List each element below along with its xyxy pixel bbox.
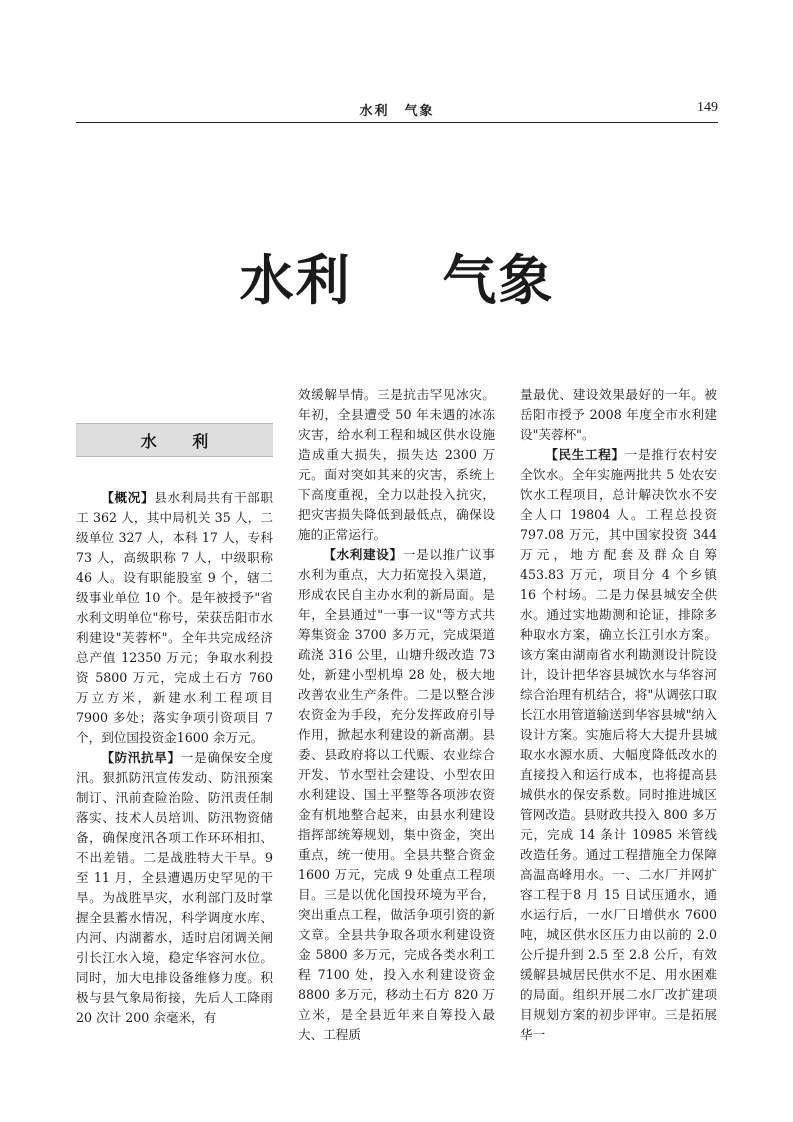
paragraph-heading: 【概况】 (101, 490, 155, 505)
paragraph-text: 一是以推广议事水利为重点，大力拓宽投入渠道，形成农民自主办水利的新局面。是年，全县通过"一事一议"等方式共筹集资金 3700 多万元，完成渠道疏浇 316 公里，山塘升级改造 73 处，新建小型机埠 28 处，极大地改善农业生产条件。二是以整合涉农资金为手段，充分发挥政府引导作用，掀起水利建设的新高潮。县委、县政府将以工代赈、农业综合开发、节水型社会建设、小型农田水利建设、国土平整等各项涉农资金有机地整合起来，由县水利建设指挥部统筹规划，集中资金，突出重点，统一使用。全县共整合资金 1600 万元，完成 9 处重点工程项目。三是以优化国投环境为平台，突出重点工程，做活争项引资的新文章。全县共争取各项水利建设资金 5800 多万元，完成各类水利工程 7100 处，投入水利建设资金 8800 多万元，移动土石方 820 万立米，是全县近年来自筹投入最大、工程质 (298, 547, 496, 1042)
paragraph-text: 效缓解旱情。三是抗击罕见冰灾。年初，全县遭受 50 年未遇的冰冻灾害，给水利工程和城区供水设施造成重大损失，损失达 2300 万元。面对突如其来的灾害，系统上下高度重视，全力以赴投入抗灾，把灾害损失降低到最低点，确保设施的正常运行。 (298, 387, 495, 542)
paragraph-text: 县水利局共有干部职工 362 人，其中局机关 35 人，二级单位 327 人，本科 17 人，专科 73 人，高级职称 7 人，中级职称 46 人。设有职能股室 9 个，辖二级事业单位 10 个。是年被授予"省水利文明单位"称号，荣获岳阳市水利建设"芙蓉杯"。全年共完成经济总产值 12350 万元；争取水利投资 5800 万元，完成土石方 760 万立方米，新建水利工程项目 7900 多处；落实争项引资项目 7 个，到位国投资金1600 余万元。 (76, 490, 274, 745)
text-column-1 (76, 488, 273, 1028)
paragraph-text: 一是确保安全度汛。狠抓防汛宣传发动、防汛预案制订、汛前查险治险、防汛责任制落实、技术人员培训、防汛物资储备，确保度汛各项工作环环相扣、不出差错。二是战胜特大干旱。9 至 11 月，全县遭遇历史罕见的干旱。为战胜旱灾，水利部门及时掌握全县蓄水情况，科学调度水库、内河、内湖蓄水，适时启闭调关闸引长江水入境，稳定华容河水位。同时，加大电排设备维修力度。积极与县气象局衔接，先后人工降雨 20 次计 200 余毫米，有 (76, 750, 274, 1025)
paragraph-heading: 【水利建设】 (323, 547, 403, 562)
paragraph-water-construction (298, 545, 495, 1045)
header-rule (76, 122, 718, 123)
page-number: 149 (697, 100, 718, 115)
running-title: 水利 气象 (359, 104, 435, 119)
running-header (76, 100, 718, 120)
section-heading: 水 利 (76, 423, 273, 457)
paragraph-text: 一是推行农村安全饮水。全年实施两批共 5 处农安饮水工程项目，总计解决饮水不安全人口 19804 人。工程总投资797.08 万元，其中国家投资 344 万元，地方配套及群众自筹 453.83 万元，项目分 4 个乡镇 16 个村场。二是力保县城安全供水。通过实地勘测和论证，排除多种取水方案，确立长江引水方案。该方案由湖南省水利勘测设计院设计，设计把华容县城饮水与华容河综合治理有机结合，将"从调弦口取长江水用管道输送到华容县城"纳入设计方案。实施后将大大提升县城取水水源水质、大幅度降低改水的直接投入和运行成本，也将提高县城供水的保安系数。同时推进城区管网改造。县财政共投入 800 多万元，完成 14 条计 10985 米管线改造任务。通过工程措施全力保障高温高峰用水。一、二水厂并网扩容工程于8 月 15 日试压通水，通水运行后，一水厂日增供水 7600 吨，城区供水区压力由以前的 2.0 公斤提升到 2.5 至 2.8 公斤，有效缓解县城居民供水不足、用水困难的局面。组织开展二水厂改扩建项目规划方案的初步评审。三是拓展华一 (520, 447, 718, 1042)
paragraph-flood-drought (76, 748, 273, 1028)
chapter-title: 水利 气象 (239, 249, 555, 312)
paragraph-livelihood (520, 445, 717, 1045)
paragraph-continued (298, 385, 495, 545)
paragraph-overview (76, 488, 273, 748)
paragraph-continued (520, 385, 717, 445)
paragraph-heading: 【民生工程】 (545, 447, 625, 462)
text-column-2 (298, 385, 495, 1045)
paragraph-heading: 【防汛抗旱】 (101, 750, 181, 765)
paragraph-text: 量最优、建设效果最好的一年。被岳阳市授予 2008 年度全市水利建设"芙蓉杯"。 (520, 387, 717, 442)
text-column-3 (520, 385, 717, 1045)
